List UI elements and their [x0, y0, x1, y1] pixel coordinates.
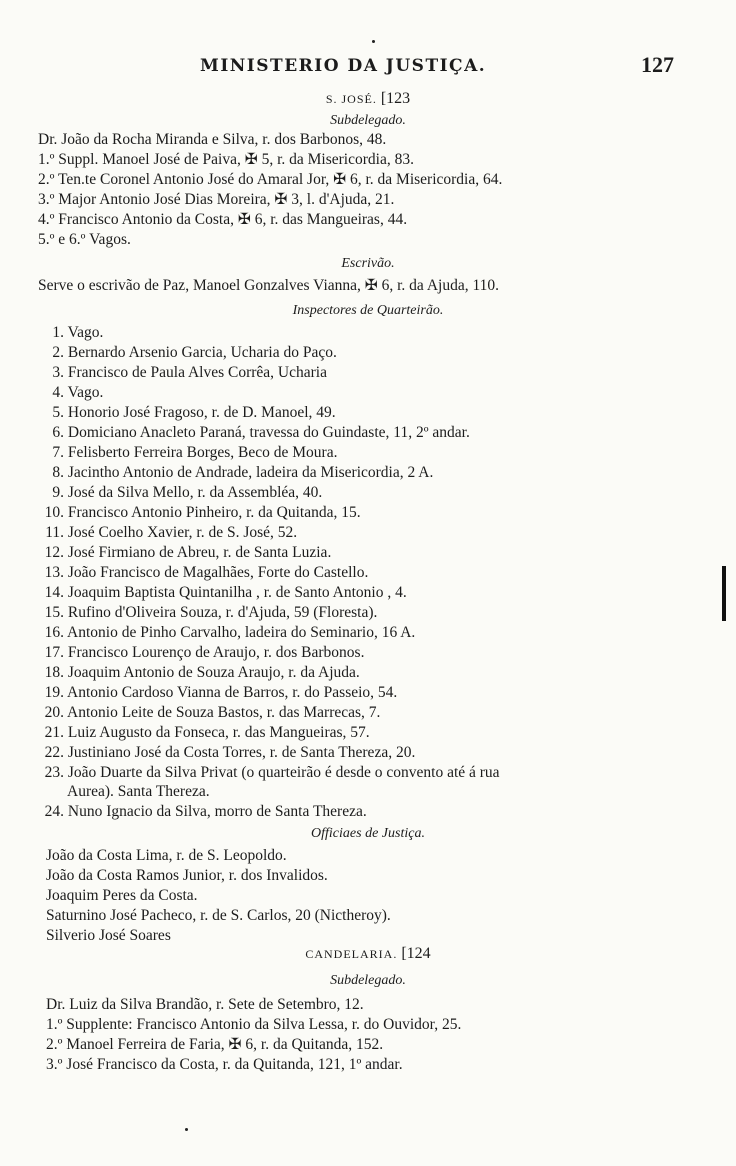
list-item: 21. Luiz Augusto da Fonseca, r. das Mangueiras, 57.	[44, 724, 370, 741]
escrivao-line: Serve o escrivão de Paz, Manoel Gonzalves Vianna, ✠ 6, r. da Ajuda, 110.	[38, 277, 500, 294]
list-item: Joaquim Peres da Costa.	[46, 887, 198, 904]
list-item: 20. Antonio Leite de Souza Bastos, r. das Marrecas, 7.	[44, 704, 381, 721]
subdelegado-line: Dr. João da Rocha Miranda e Silva, r. dos Barbonos, 48.	[38, 131, 387, 148]
supplente-line: 5.º e 6.º Vagos.	[38, 231, 131, 248]
list-item: 4. Vago.	[52, 384, 104, 401]
list-item: 10. Francisco Antonio Pinheiro, r. da Quitanda, 15.	[44, 504, 361, 521]
page-number: 127	[641, 52, 674, 77]
list-item: Silverio José Soares	[46, 927, 171, 944]
list-item: 5. Honorio José Fragoso, r. de D. Manoel, 49.	[52, 404, 336, 421]
inspectores-heading: Inspectores de Quarteirão.	[292, 303, 444, 318]
page-header	[0, 52, 736, 82]
list-item: 23. João Duarte da Silva Privat (o quarteirão é desde o convento até á rua	[44, 764, 500, 781]
list-item: 11. José Coelho Xavier, r. de S. José, 52.	[45, 524, 298, 541]
section-name: CANDELARIA.	[305, 947, 398, 961]
list-item: 12. José Firmiano de Abreu, r. de Santa Luzia.	[44, 544, 332, 561]
supplente-line: 2.º Ten.te Coronel Antonio José do Amaral Jor, ✠ 6, r. da Misericordia, 64.	[38, 171, 503, 188]
escrivao-heading: Escrivão.	[341, 256, 395, 271]
list-item: João da Costa Ramos Junior, r. dos Invalidos.	[46, 867, 328, 884]
subdelegado-line: Dr. Luiz da Silva Brandão, r. Sete de Setembro, 12.	[46, 996, 364, 1013]
supplente-line: 4.º Francisco Antonio da Costa, ✠ 6, r. das Mangueiras, 44.	[38, 211, 408, 228]
list-item: 19. Antonio Cardoso Vianna de Barros, r. do Passeio, 54.	[44, 684, 398, 701]
section-title-candelaria	[0, 945, 736, 963]
supplente-line: 1.º Supplente: Francisco Antonio da Silva Lessa, r. do Ouvidor, 25.	[46, 1016, 462, 1033]
list-item: 15. Rufino d'Oliveira Souza, r. d'Ajuda, 59 (Floresta).	[44, 604, 378, 621]
page-title: MINISTERIO DA JUSTIÇA.	[200, 56, 487, 76]
list-item: 9. José da Silva Mello, r. da Assembléa, 40.	[52, 484, 323, 501]
list-item: 8. Jacintho Antonio de Andrade, ladeira da Misericordia, 2 A.	[52, 464, 434, 481]
list-item: 22. Justiniano José da Costa Torres, r. de Santa Thereza, 20.	[44, 744, 416, 761]
list-item: 3. Francisco de Paula Alves Corrêa, Ucharia	[52, 364, 327, 381]
list-item: 2. Bernardo Arsenio Garcia, Ucharia do Paço.	[52, 344, 337, 361]
section-name: S. JOSÉ.	[325, 92, 377, 106]
section-number: [123	[380, 90, 411, 107]
list-item: 17. Francisco Lourenço de Araujo, r. dos Barbonos.	[44, 644, 365, 661]
print-dot	[372, 40, 375, 43]
list-item: 6. Domiciano Anacleto Paraná, travessa do Guindaste, 11, 2º andar.	[52, 424, 470, 441]
supplente-line: 2.º Manoel Ferreira de Faria, ✠ 6, r. da Quitanda, 152.	[46, 1036, 384, 1053]
list-item: 13. João Francisco de Magalhães, Forte do Castello.	[44, 564, 369, 581]
print-dot	[185, 1128, 188, 1131]
list-item: 24. Nuno Ignacio da Silva, morro de Santa Thereza.	[44, 803, 367, 820]
section-number: [124	[401, 945, 431, 962]
list-item: 14. Joaquim Baptista Quintanilha , r. de Santo Antonio , 4.	[44, 584, 407, 601]
supplente-line: 3.º Major Antonio José Dias Moreira, ✠ 3, l. d'Ajuda, 21.	[38, 191, 395, 208]
subdelegado-heading: Subdelegado.	[330, 113, 406, 128]
margin-ink-mark	[722, 566, 726, 621]
list-item: 7. Felisberto Ferreira Borges, Beco de Moura.	[52, 444, 338, 461]
subdelegado-heading: Subdelegado.	[330, 973, 406, 988]
list-item: João da Costa Lima, r. de S. Leopoldo.	[46, 847, 287, 864]
list-item: 16. Antonio de Pinho Carvalho, ladeira do Seminario, 16 A.	[44, 624, 416, 641]
supplente-line: 1.º Suppl. Manoel José de Paiva, ✠ 5, r. da Misericordia, 83.	[38, 151, 414, 168]
list-item: 18. Joaquim Antonio de Souza Araujo, r. da Ajuda.	[44, 664, 360, 681]
list-item: Saturnino José Pacheco, r. de S. Carlos, 20 (Nictheroy).	[46, 907, 391, 924]
section-title-sao-jose	[0, 90, 736, 108]
list-item-continuation: Aurea). Santa Thereza.	[67, 783, 210, 800]
supplente-line: 3.º José Francisco da Costa, r. da Quitanda, 121, 1º andar.	[46, 1056, 403, 1073]
officiaes-heading: Officiaes de Justiça.	[311, 826, 425, 841]
list-item: 1. Vago.	[52, 324, 104, 341]
